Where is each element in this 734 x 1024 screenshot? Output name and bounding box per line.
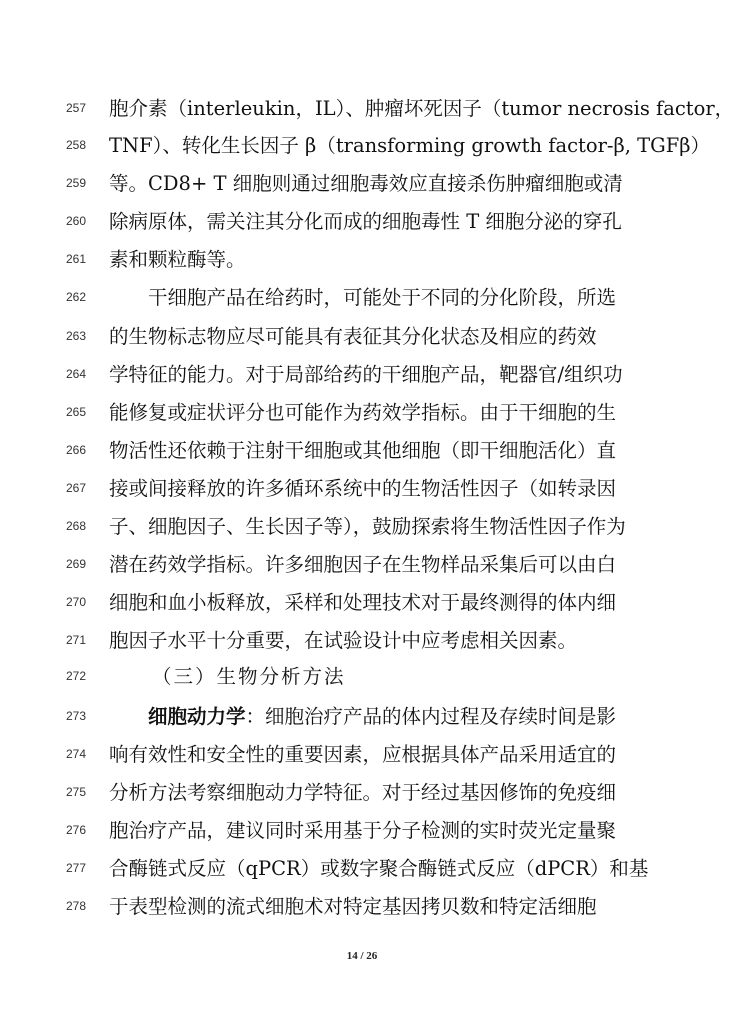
line-text: 潜在药效学指标。许多细胞因子在生物样品采集后可以由白	[109, 553, 617, 576]
line-number: 258	[66, 138, 87, 152]
line-text: 胞治疗产品，建议同时采用基于分子检测的实时荧光定量聚	[109, 819, 617, 842]
line-text: 除病原体，需关注其分化而成的细胞毒性 T 细胞分泌的穿孔	[109, 210, 622, 233]
line-text: 接或间接释放的许多循环系统中的生物活性因子（如转录因	[109, 477, 617, 500]
line-number: 263	[66, 329, 87, 343]
line-text-rest: ：细胞治疗产品的体内过程及存续时间是影	[245, 705, 617, 728]
line-number: 276	[66, 823, 87, 837]
line-number: 274	[66, 747, 87, 761]
line-number: 257	[66, 101, 87, 115]
line-number: 261	[66, 252, 87, 266]
page-number: 14 / 26	[346, 950, 378, 962]
text-line	[0, 700, 724, 734]
line-number: 275	[66, 785, 87, 799]
line-number: 269	[66, 557, 87, 571]
line-text: TNF）、转化生长因子 β（transforming growth factor-β, TGFβ）	[109, 134, 711, 157]
text-line	[0, 205, 724, 239]
line-number: 266	[66, 443, 87, 457]
line-text: 干细胞产品在给药时，可能处于不同的分化阶段，所选	[148, 286, 617, 309]
text-line	[0, 624, 724, 658]
line-text: 素和颗粒酶等。	[109, 248, 246, 271]
line-text: 的生物标志物应尽可能具有表征其分化状态及相应的药效	[109, 325, 597, 348]
line-text: 物活性还依赖于注射干细胞或其他细胞（即干细胞活化）直	[109, 439, 617, 462]
line-text: 胞介素（interleukin，IL）、肿瘤坏死因子（tumor necrosis factor，	[109, 97, 734, 120]
text-line	[0, 358, 724, 392]
text-line	[0, 320, 724, 354]
line-text: 分析方法考察细胞动力学特征。对于经过基因修饰的免疫细	[109, 781, 617, 804]
text-line	[0, 281, 724, 315]
line-number: 262	[66, 290, 87, 304]
line-text: 学特征的能力。对于局部给药的干细胞产品，靶器官/组织功	[109, 363, 623, 386]
text-line	[0, 396, 724, 430]
text-line	[0, 510, 724, 544]
bold-term: 细胞动力学	[148, 705, 246, 728]
text-line	[0, 890, 724, 924]
text-line	[0, 92, 734, 126]
text-line	[0, 776, 724, 810]
line-text: 细胞和血小板释放，采样和处理技术对于最终测得的体内细	[109, 591, 617, 614]
line-number: 273	[66, 709, 87, 723]
text-line	[0, 738, 724, 772]
line-number: 268	[66, 519, 87, 533]
line-text: 胞因子水平十分重要，在试验设计中应考虑相关因素。	[109, 629, 578, 652]
line-text: 合酶链式反应（qPCR）或数字聚合酶链式反应（dPCR）和基	[109, 857, 649, 880]
line-number: 267	[66, 481, 87, 495]
line-text: 响有效性和安全性的重要因素，应根据具体产品采用适宜的	[109, 743, 617, 766]
text-line	[0, 472, 724, 506]
line-number: 278	[66, 899, 87, 913]
text-line	[0, 548, 724, 582]
text-line	[0, 129, 724, 163]
line-text: 于表型检测的流式细胞术对特定基因拷贝数和特定活细胞	[109, 895, 597, 918]
text-line	[0, 243, 724, 277]
section-heading: （三）生物分析方法	[152, 665, 346, 688]
line-text: 等。CD8+ T 细胞则通过细胞毒效应直接杀伤肿瘤细胞或清	[109, 172, 623, 195]
line-number: 265	[66, 405, 87, 419]
line-text: 子、细胞因子、生长因子等），鼓励探索将生物活性因子作为	[109, 515, 626, 538]
text-line	[0, 660, 724, 694]
line-number: 259	[66, 176, 87, 190]
text-line	[0, 434, 724, 468]
text-line	[0, 852, 724, 886]
line-text: 能修复或症状评分也可能作为药效学指标。由于干细胞的生	[109, 401, 617, 424]
line-number: 264	[66, 367, 87, 381]
line-number: 260	[66, 214, 87, 228]
text-line	[0, 814, 724, 848]
line-number: 270	[66, 595, 87, 609]
line-number: 277	[66, 861, 87, 875]
line-text	[148, 700, 621, 734]
text-line	[0, 167, 724, 201]
text-line	[0, 586, 724, 620]
line-number: 272	[66, 669, 87, 683]
line-number: 271	[66, 633, 87, 647]
